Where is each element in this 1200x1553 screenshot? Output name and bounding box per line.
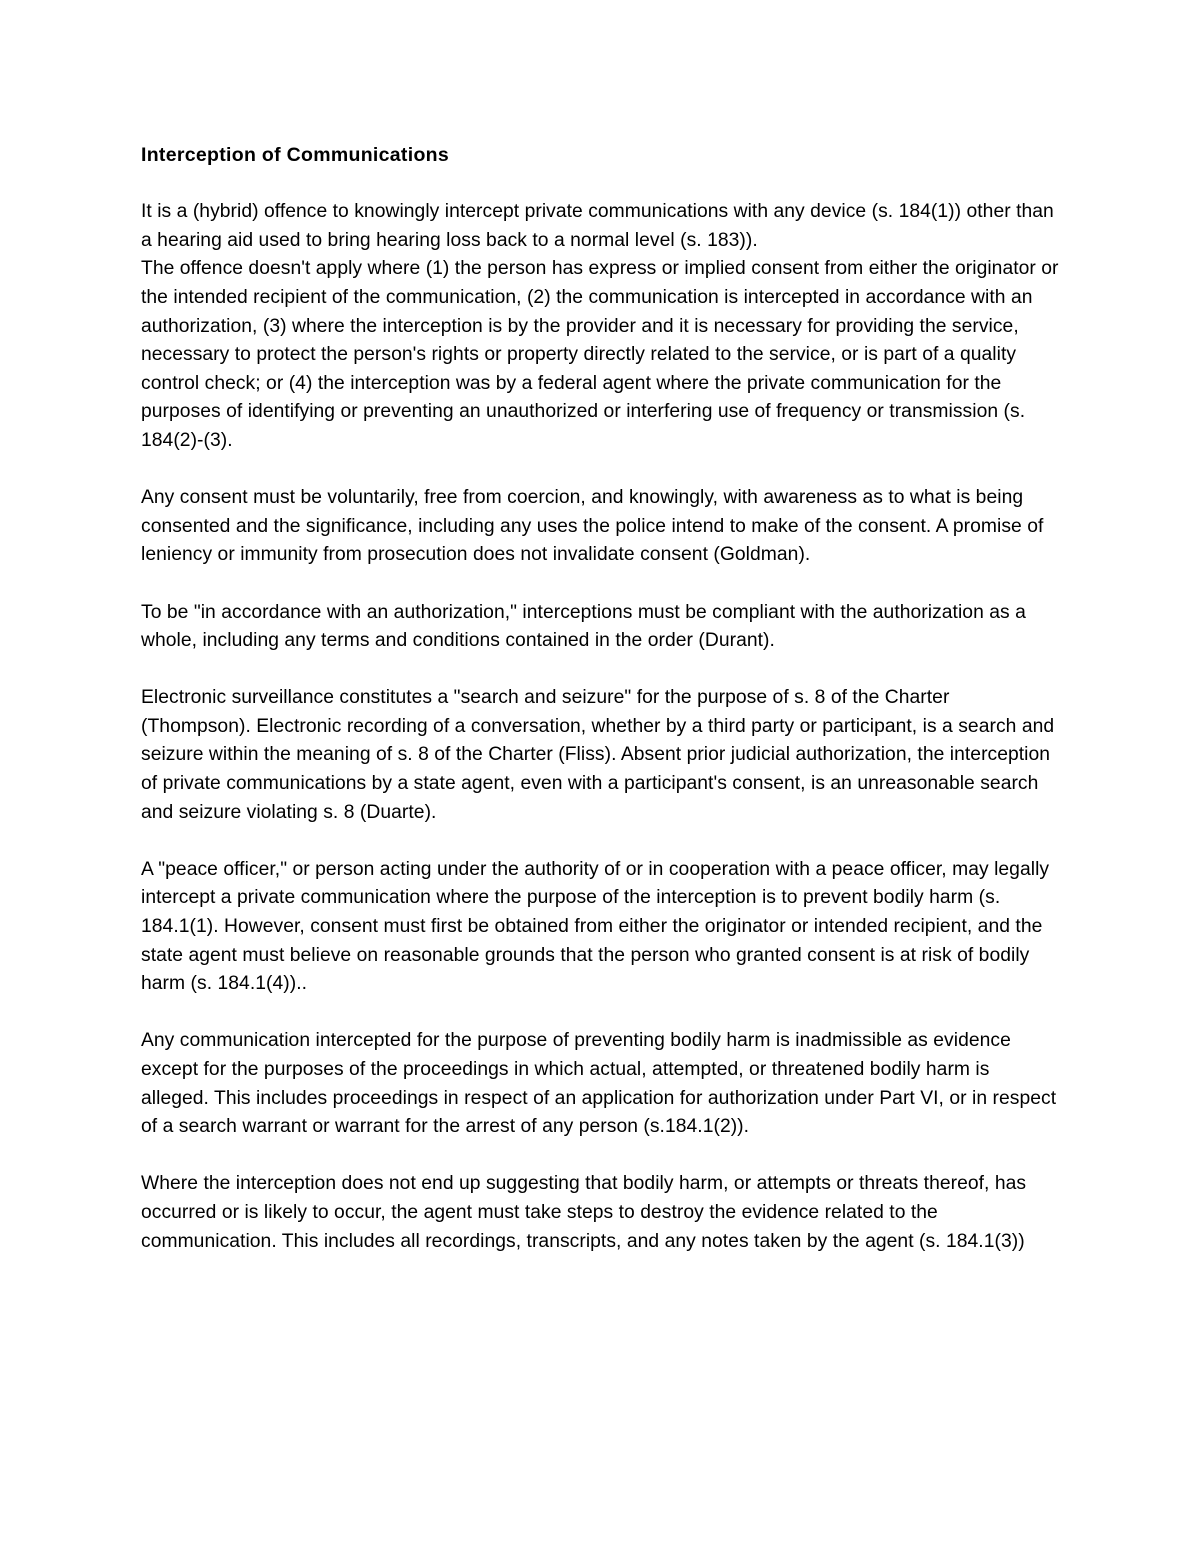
paragraph-consent: Any consent must be voluntarily, free from coercion, and knowingly, with awareness as to what is being consented and the significance, including any uses the police intend to make of the consent. A promise of leniency or immunity from prosecution does not invalidate consent (Goldman). [141,487,1044,566]
paragraph-evidence-destruction: Where the interception does not end up suggesting that bodily harm, or attempts or threats thereof, has occurred or is likely to occur, the agent must take steps to destroy the evidence related to the communication. This includes all recordings, transcripts, and any notes taken by the agent (s. 184.1(3)) [141,1173,1027,1252]
paragraph-admissibility: Any communication intercepted for the purpose of preventing bodily harm is inadmissible as evidence except for the purposes of the proceedings in which actual, attempted, or threatened bodily harm is alleged. This includes proceedings in respect of an application for authorization under Part VI, or in respect of a search warrant or warrant for the arrest of any person (s.184.1(2)). [141,1030,1057,1138]
paragraph-electronic-surveillance: Electronic surveillance constitutes a "search and seizure" for the purpose of s. 8 of the Charter (Thompson). Electronic recording of a conversation, whether by a third party or participant, is a search and seizure within the meaning of s. 8 of the Charter (Fliss). Absent prior judicial authorization, the interception of private communications by a state agent, even with a participant's consent, is an unreasonable search and seizure violating s. 8 (Duarte). [141,687,1055,823]
paragraph-peace-officer: A "peace officer," or person acting under the authority of or in cooperation with a peace officer, may legally intercept a private communication where the purpose of the interception is to prevent bodily harm (s. 184.1(1). However, consent must first be obtained from either the originator or intended recipient, and the state agent must believe on reasonable grounds that the person who granted consent is at risk of bodily harm (s. 184.1(4)).. [141,858,1050,995]
document-title: Interception of Communications [141,144,450,166]
document-body [141,141,1061,1256]
paragraph-offence-exceptions: The offence doesn't apply where (1) the person has express or implied consent from either the originator or the intended recipient of the communication, (2) the communication is intercepted in accordance with an authorization, (3) where the interception is by the provider and it is necessary for providing the service, necessary to protect the person's rights or property directly related to the service, or is part of a quality control check; or (4) the interception was by a federal agent where the private communication for the purposes of identifying or preventing an unauthorized or interfering use of frequency or transmission (s. 184(2)-(3). [141,258,1059,451]
paragraph-offence-definition: It is a (hybrid) offence to knowingly intercept private communications with any device (s. 184(1)) other than a hearing aid used to bring hearing loss back to a normal level (s. 183)). [141,201,1054,251]
paragraph-authorization: To be "in accordance with an authorization," interceptions must be compliant with the authorization as a whole, including any terms and conditions contained in the order (Durant). [141,601,1026,652]
